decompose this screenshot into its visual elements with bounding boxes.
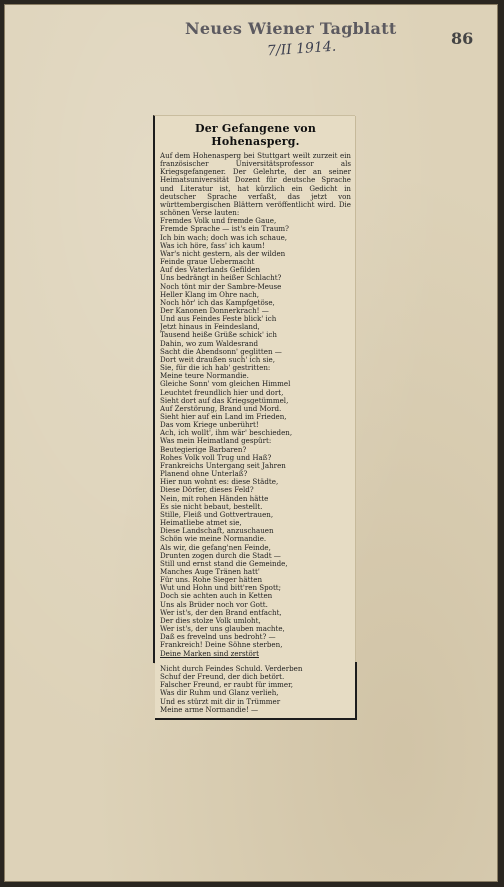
article-intro: Auf dem Hohenasperg bei Stuttgart weilt zurzeit ein französischer Universitätsprofessor als Kriegsgefangener. Der Gelehrte, der an seiner Heimatsuniversität Dozent für deutsche Sprache und Literatur ist, hat kürzlich ein Gedicht in deutscher Sprache verfaßt, das jetzt von württembergischen Blättern veröffentlicht wird. Die schönen Verse lauten:	[160, 152, 351, 218]
poem-line: Stille, Fleiß und Gottvertrauen,	[160, 510, 274, 519]
poem-line: Planend ohne Unterlaß?	[160, 470, 248, 479]
poem-line: Feinde graue Uebermacht	[160, 258, 255, 267]
poem-tail-line: Falscher Freund, er raubt für immer,	[160, 681, 293, 690]
poem-line: Heller Klang im Ohre nach,	[160, 290, 260, 299]
poem-line: Hier nun wohnt es: diese Städte,	[160, 478, 279, 487]
poem-line: Es sie nicht bebaut, bestellt.	[160, 502, 263, 511]
poem-line: Der Kanonen Donnerkrach! —	[160, 306, 269, 315]
poem-line: Doch sie achten auch in Ketten	[160, 592, 273, 601]
poem-line: Diese Dörfer, dieses Feld?	[160, 486, 254, 495]
poem-line: Frankreichs Untergang seit Jahren	[160, 461, 286, 470]
poem-line: Manches Auge Tränen hatt'	[160, 567, 260, 576]
archive-sheet	[4, 4, 498, 882]
poem-line: Nein, mit rohen Händen hätte	[160, 494, 269, 503]
poem-line: Was mein Heimatland gespürt:	[160, 437, 272, 446]
poem-line: Noch hör' ich das Kampfgetöse,	[160, 298, 275, 307]
poem-line: Wer ist's, der uns glauben machte,	[160, 625, 285, 634]
poem-line: Dahin, wo zum Waldesrand	[160, 339, 258, 348]
poem-line: Fremde Sprache — ist's ein Traum?	[160, 225, 289, 234]
poem-line: Wut und Hohn und bitt'ren Spott;	[160, 584, 282, 593]
poem-tail-line: Nicht durch Feindes Schuld. Verderben	[160, 665, 303, 673]
poem-line: War's nicht gestern, als der wilden	[160, 249, 286, 258]
poem-line: Was ich höre, fass' ich kaum!	[160, 241, 265, 250]
poem-line: Diese Landschaft, anzuschauen	[160, 527, 274, 536]
poem-line: Jetzt hinaus in Feindesland,	[160, 323, 260, 332]
poem-line: Schön wie meine Normandie.	[160, 535, 267, 544]
poem-tail-line: Schuf der Freund, der dich betört.	[160, 673, 285, 682]
poem-line: Ach, ich wollt', ihm wär' beschieden,	[160, 429, 293, 438]
poem-line: Heimatliebe atmet sie,	[160, 519, 242, 528]
poem-line: Und aus Feindes Feste blick' ich	[160, 315, 277, 324]
poem-line: Sieht dort auf das Kriegsgetümmel,	[160, 396, 289, 405]
poem-line: Still und ernst stand die Gemeinde,	[160, 559, 288, 568]
poem-line: Ich bin wach; doch was ich schaue,	[160, 233, 288, 242]
poem-line: Sacht die Abendsonn' geglitten —	[160, 347, 282, 356]
poem-line: Beutegierige Barbaren?	[160, 445, 247, 454]
newspaper-clipping-main	[153, 115, 355, 663]
poem-line: Gleiche Sonn' vom gleichen Himmel	[160, 380, 291, 389]
poem-line: Sie, für die ich hab' gestritten:	[160, 364, 271, 373]
poem-line: Sieht hier auf ein Land im Frieden,	[160, 413, 287, 421]
newspaper-masthead: Neues Wiener Tagblatt	[185, 19, 397, 38]
poem-line: Wer ist's, der den Brand entfacht,	[160, 608, 282, 617]
poem-line: Uns als Brüder noch vor Gott.	[160, 600, 268, 609]
poem-line: Leuchtet freundlich hier und dort,	[160, 388, 284, 397]
poem-line: Auf Zerstörung, Brand und Mord.	[160, 404, 282, 413]
poem-line: Drunten zogen durch die Stadt —	[160, 551, 281, 560]
poem-body	[160, 217, 351, 657]
poem-line: Tausend heiße Grüße schick' ich	[160, 331, 277, 340]
poem-line: Auf des Vaterlands Gefilden	[160, 266, 261, 275]
poem-line: Frankreich! Deine Söhne sterben,	[160, 641, 283, 650]
poem-tail-line: Meine arme Normandie! —	[160, 705, 259, 714]
handwritten-date: 7/II 1914.	[266, 38, 337, 60]
poem-line: Rohes Volk voll Trug und Haß?	[160, 453, 272, 462]
poem-line: Daß es frevelnd uns bedroht? —	[160, 633, 276, 642]
poem-tail-line: Was dir Ruhm und Glanz verlieh,	[160, 689, 279, 698]
poem-line: Für uns. Rohe Sieger hätten	[160, 576, 263, 585]
article-headline: Der Gefangene von Hohenasperg.	[194, 122, 317, 148]
poem-line: Der dies stolze Volk umloht,	[160, 616, 261, 625]
poem-tail-line: Und es stürzt mit dir in Trümmer	[160, 697, 281, 706]
newspaper-clipping-continuation	[155, 662, 357, 720]
page-number: 86	[451, 29, 474, 48]
poem-line: Noch tönt mir der Sambre-Meuse	[160, 282, 282, 291]
poem-line: Als wir, die gefang'nen Feinde,	[160, 543, 271, 552]
poem-line: Deine Marken sind zerstört	[160, 649, 259, 658]
poem-line: Meine teure Normandie.	[160, 372, 249, 381]
poem-line: Das vom Kriege unberührt!	[160, 421, 259, 430]
poem-line: Fremdes Volk und fremde Gaue,	[160, 217, 277, 226]
poem-line: Uns bedrängt in heißer Schlacht?	[160, 274, 282, 283]
poem-line: Dort weit draußen such' ich sie,	[160, 355, 275, 364]
